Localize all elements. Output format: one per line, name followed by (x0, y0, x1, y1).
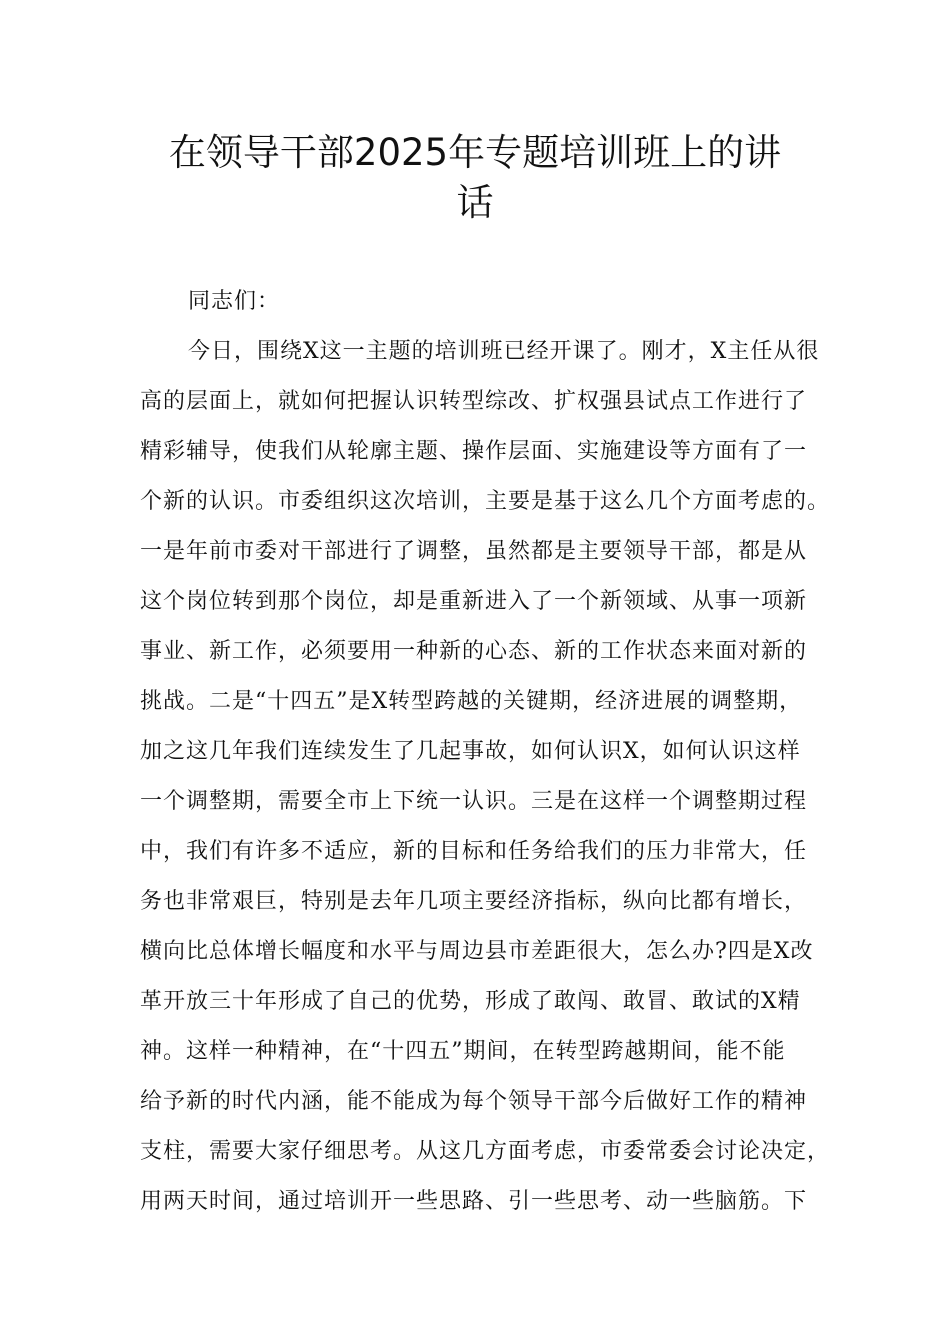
paragraph-line: 高的层面上，就如何把握认识转型综改、扩权强县试点工作进行了 (140, 389, 808, 414)
paragraph-line: 今日，围绕X这一主题的培训班已经开课了。刚才，X主任从很 (188, 339, 820, 364)
paragraph-line: 精彩辅导，使我们从轮廓主题、操作层面、实施建设等方面有了一 (140, 439, 808, 464)
paragraph-line: 神。这样一种精神，在“十四五”期间，在转型跨越期间，能不能 (140, 1039, 786, 1064)
paragraph-line: 支柱，需要大家仔细思考。从这几方面考虑，市委常委会讨论决定， (140, 1139, 831, 1164)
document-title (120, 128, 830, 228)
title-line: 在领导干部2025年专题培训班上的讲 (168, 131, 782, 174)
paragraph-line: 加之这几年我们连续发生了几起事故，如何认识X，如何认识这样 (140, 739, 801, 764)
paragraph-line: 一个调整期，需要全市上下统一认识。三是在这样一个调整期过程 (140, 789, 808, 814)
paragraph-line: 用两天时间，通过培训开一些思路、引一些思考、动一些脑筋。下 (140, 1189, 808, 1214)
paragraph-line: 中，我们有许多不适应，新的目标和任务给我们的压力非常大，任 (140, 839, 808, 864)
paragraph-line: 一是年前市委对干部进行了调整，虽然都是主要领导干部，都是从 (140, 539, 808, 564)
greeting: 同志们： (188, 289, 281, 314)
paragraph-line: 横向比总体增长幅度和水平与周边县市差距很大，怎么办?四是X改 (140, 939, 814, 964)
paragraph-line: 事业、新工作，必须要用一种新的心态、新的工作状态来面对新的 (140, 639, 808, 664)
body-paragraph (140, 327, 830, 1227)
paragraph-line: 挑战。二是“十四五”是X转型跨越的关键期，经济进展的调整期， (140, 689, 803, 714)
paragraph-line: 个新的认识。市委组织这次培训，主要是基于这么几个方面考虑的。 (140, 489, 831, 514)
paragraph-line: 这个岗位转到那个岗位，却是重新进入了一个新领域、从事一项新 (140, 589, 808, 614)
paragraph-line: 务也非常艰巨，特别是去年几项主要经济指标，纵向比都有增长， (140, 889, 808, 914)
paragraph-line: 革开放三十年形成了自己的优势，形成了敢闯、敢冒、敢试的X精 (140, 989, 801, 1014)
paragraph-line: 给予新的时代内涵，能不能成为每个领导干部今后做好工作的精神 (140, 1089, 808, 1114)
title-line: 话 (456, 181, 494, 224)
